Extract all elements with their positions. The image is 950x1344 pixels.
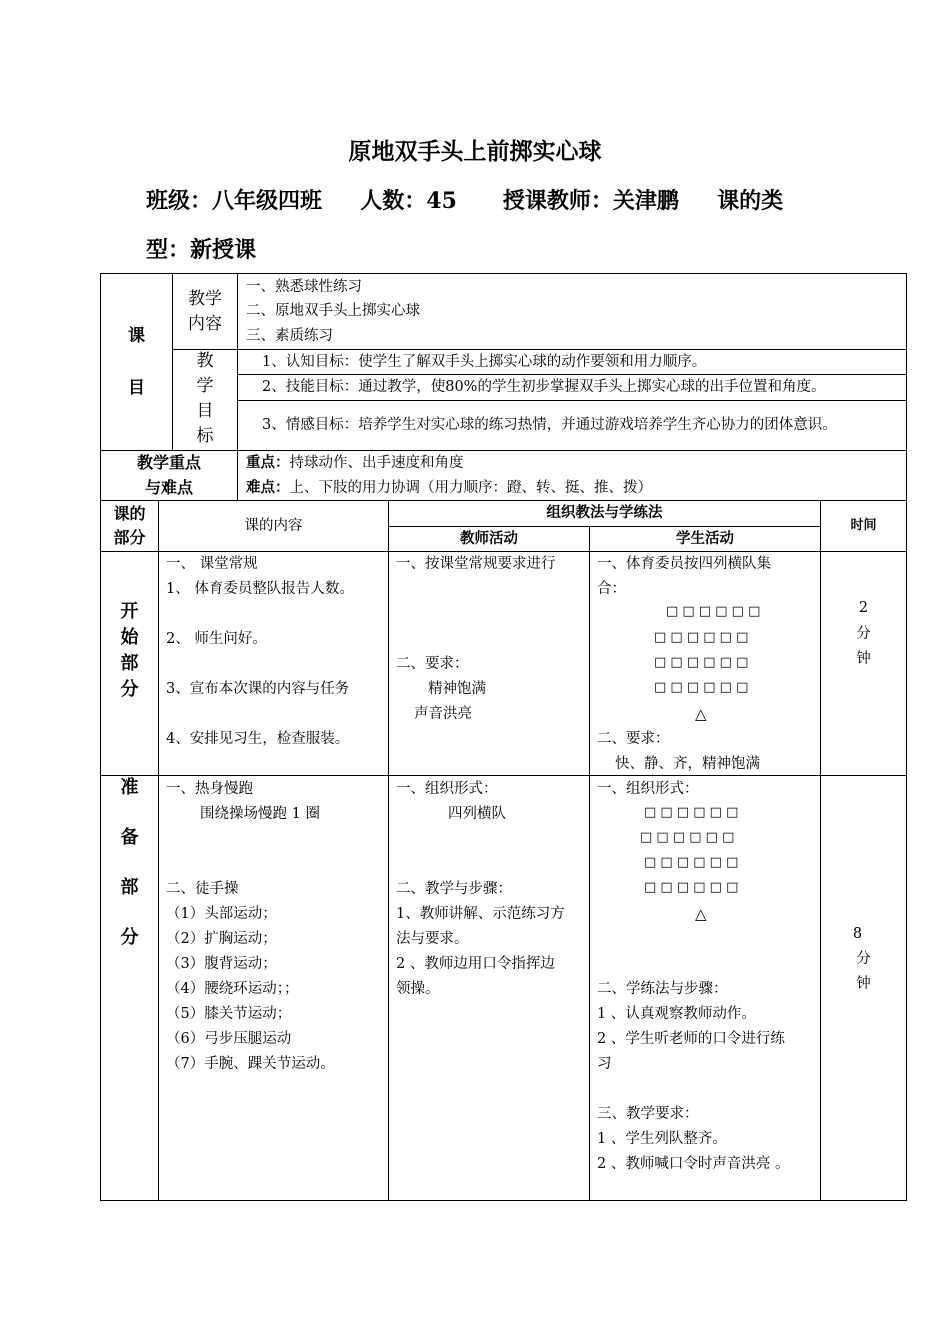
prep-content-line: （2）扩胸运动； xyxy=(166,931,277,947)
header-part-1: 课的 xyxy=(113,504,146,523)
class-info-line-2: 型：新授课 xyxy=(146,237,257,263)
key-points-label-2: 与难点 xyxy=(144,478,193,497)
key-points-label-1: 教学重点 xyxy=(136,453,201,472)
start-teacher-line: 一、按课堂常规要求进行 xyxy=(396,556,556,572)
prep-label: 分 xyxy=(120,927,139,948)
formation-row: □ □ □ □ □ □ xyxy=(666,604,761,619)
prep-content-line: 围绕操场慢跑 1 圈 xyxy=(200,806,320,822)
start-time: 分 xyxy=(856,626,871,642)
prep-teacher-line: 2 、教师边用口令指挥边 xyxy=(396,956,555,972)
prep-teacher-line: 领操。 xyxy=(396,981,440,997)
key-point-text: 持球动作、出手速度和角度 xyxy=(289,455,464,471)
key-point-row xyxy=(246,455,464,471)
start-student-line: 二、要求： xyxy=(597,731,670,747)
header-content: 课的内容 xyxy=(244,518,303,534)
prep-student-line: 三、教学要求： xyxy=(597,1106,699,1122)
content-item: 二、原地双手头上掷实心球 xyxy=(246,303,420,319)
prep-time: 8 xyxy=(852,926,863,942)
prep-content-line: （6）弓步压腿运动 xyxy=(166,1031,292,1047)
formation-row: □ □ □ □ □ □ xyxy=(644,855,739,870)
prep-content-line: 二、徒手操 xyxy=(166,881,239,897)
content-label-cell xyxy=(172,273,238,350)
start-content-line: 一、 课堂常规 xyxy=(166,556,258,572)
start-student-line: 合： xyxy=(597,581,626,597)
header-part-2: 部分 xyxy=(113,528,146,547)
prep-content-line: （4）腰绕环运动；； xyxy=(166,981,299,997)
start-teacher-line: 精神饱满 xyxy=(428,681,486,697)
teacher-position-marker: △ xyxy=(695,905,707,923)
prep-content-line: （5）膝关节运动； xyxy=(166,1006,292,1022)
prep-content-line: （1）头部运动； xyxy=(166,906,277,922)
prep-teacher-line: 1、教师讲解、示范练习方 xyxy=(396,906,565,922)
formation-row: □ □ □ □ □ □ xyxy=(654,680,749,695)
formation-row: □ □ □ □ □ □ xyxy=(654,655,749,670)
content-label-2: 内容 xyxy=(188,314,222,334)
content-label-1: 教学 xyxy=(188,289,222,309)
goal-sub-label: 学 xyxy=(196,376,214,396)
page-title: 原地双手头上前掷实心球 xyxy=(348,138,602,165)
start-teacher-line: 声音洪亮 xyxy=(414,706,472,722)
start-label: 分 xyxy=(120,679,139,700)
goal-label-top: 课 xyxy=(128,326,145,346)
prep-time: 钟 xyxy=(856,976,871,992)
start-content-line: 4、安排见习生，检查服装。 xyxy=(166,731,350,747)
prep-student-line: 1 、学生列队整齐。 xyxy=(597,1131,727,1147)
formation-row: □ □ □ □ □ □ xyxy=(640,830,735,845)
start-teacher-line: 二、要求： xyxy=(396,656,469,672)
header-teacher: 教师活动 xyxy=(460,530,518,547)
hard-point-label: 难点： xyxy=(246,479,290,496)
prep-teacher-line: 法与要求。 xyxy=(396,931,469,947)
start-label: 始 xyxy=(120,627,139,648)
start-student-line: 快、静、齐，精神饱满 xyxy=(615,756,760,772)
prep-label: 准 xyxy=(120,777,139,798)
start-content-line: 2、 师生问好。 xyxy=(166,631,267,647)
goal-sub-label: 目 xyxy=(196,401,214,421)
start-time: 钟 xyxy=(856,651,871,667)
start-time: 2 xyxy=(858,600,869,616)
goal-text: 1、认知目标：使学生了解双手头上掷实心球的动作要领和用力顺序。 xyxy=(262,354,707,370)
hard-point-row xyxy=(246,480,652,496)
prep-student-line: 习 xyxy=(597,1056,612,1072)
content-item: 一、熟悉球性练习 xyxy=(246,279,362,295)
prep-student-line: 2 、教师喊口令时声音洪亮 。 xyxy=(597,1156,790,1172)
prep-label: 部 xyxy=(120,877,139,898)
goal-label-cell xyxy=(100,273,173,451)
start-label: 开 xyxy=(120,601,139,622)
prep-content-line: 一、热身慢跑 xyxy=(166,781,253,797)
content-item: 三、素质练习 xyxy=(246,328,333,344)
goal-sub-label: 教 xyxy=(196,351,214,371)
teacher-position-marker: △ xyxy=(695,705,707,723)
start-student-line: 一、体育委员按四列横队集 xyxy=(597,556,771,572)
key-point-label: 重点： xyxy=(246,454,290,471)
header-time: 时间 xyxy=(850,518,877,533)
prep-teacher-line: 二、教学与步骤： xyxy=(396,881,512,897)
formation-row: □ □ □ □ □ □ xyxy=(654,630,749,645)
prep-content-line: （7）手腕、踝关节运动。 xyxy=(166,1056,335,1072)
prep-student-line: 一、组织形式： xyxy=(597,781,699,797)
prep-student-line: 2 、学生听老师的口令进行练 xyxy=(597,1031,785,1047)
start-content-line: 1、 体育委员整队报告人数。 xyxy=(166,581,354,597)
header-student: 学生活动 xyxy=(676,530,734,547)
prep-teacher-line: 一、组织形式： xyxy=(396,781,498,797)
goal-text: 3、情感目标：培养学生对实心球的练习热情，并通过游戏培养学生齐心协力的团体意识。 xyxy=(262,417,837,433)
goal-label-bottom: 目 xyxy=(128,378,145,398)
goal-sub-label: 标 xyxy=(196,426,214,446)
start-label: 部 xyxy=(120,653,139,674)
prep-content-line: （3）腹背运动； xyxy=(166,956,277,972)
formation-row: □ □ □ □ □ □ xyxy=(644,880,739,895)
hard-point-text: 上、下肢的用力协调（用力顺序：蹬、转、挺、推、拨） xyxy=(289,480,652,496)
prep-time: 分 xyxy=(856,951,871,967)
goal-text: 2、技能目标：通过教学，使80%的学生初步掌握双手头上掷实心球的出手位置和角度。 xyxy=(262,379,826,395)
start-content-line: 3、宣布本次课的内容与任务 xyxy=(166,681,350,697)
formation-row: □ □ □ □ □ □ xyxy=(644,805,739,820)
prep-student-line: 二、学练法与步骤： xyxy=(597,981,728,997)
prep-teacher-line: 四列横队 xyxy=(448,806,506,822)
class-info-line: 班级：八年级四班 人数：45 授课教师：关津鹏 课的类 xyxy=(146,188,784,214)
header-method: 组织教法与学练法 xyxy=(546,504,663,521)
prep-label: 备 xyxy=(120,827,139,848)
prep-student-line: 1 、认真观察教师动作。 xyxy=(597,1006,756,1022)
